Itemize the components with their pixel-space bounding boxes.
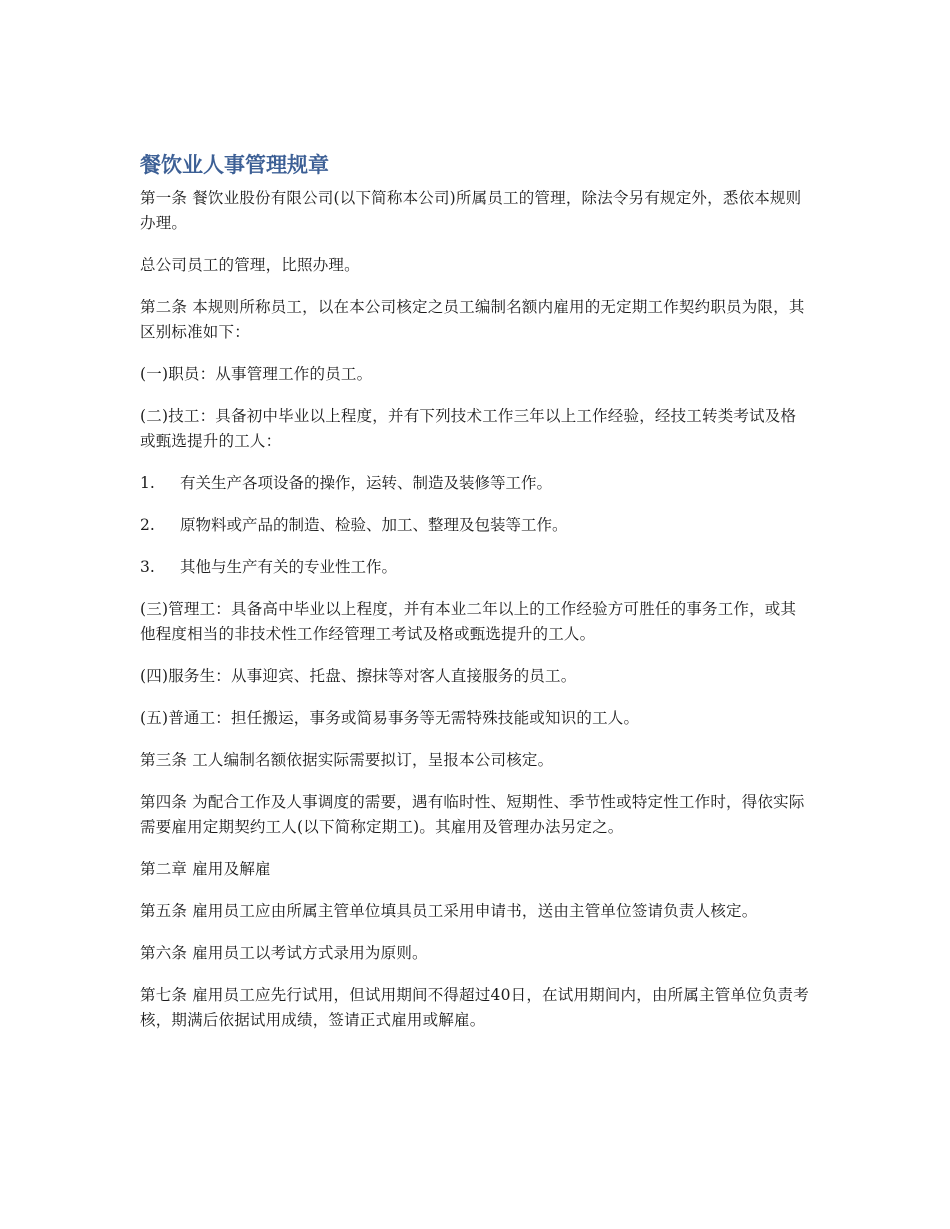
list-number: 1. xyxy=(140,474,155,492)
category-staff: (一)职员：从事管理工作的员工。 xyxy=(140,365,373,383)
article-1: 第一条 餐饮业股份有限公司(以下简称本公司)所属员工的管理，除法令另有规定外，悉依本规则办理。 xyxy=(140,189,802,232)
list-number: 2. xyxy=(140,516,155,534)
list-text: 有关生产各项设备的操作，运转、制造及装修等工作。 xyxy=(180,474,553,492)
list-item xyxy=(140,513,810,538)
category-technician: (二)技工：具备初中毕业以上程度，并有下列技术工作三年以上工作经验，经技工转类考试及格或甄选提升的工人： xyxy=(140,407,797,450)
category-waiter: (四)服务生：从事迎宾、托盘、擦抹等对客人直接服务的员工。 xyxy=(140,667,577,685)
article-2: 第二条 本规则所称员工，以在本公司核定之员工编制名额内雇用的无定期工作契约职员为限，其区别标准如下： xyxy=(140,298,805,341)
chapter-2-heading: 第二章 雇用及解雇 xyxy=(140,860,271,878)
list-text: 原物料或产品的制造、检验、加工、整理及包装等工作。 xyxy=(180,516,568,534)
list-item xyxy=(140,471,810,496)
list-number: 3. xyxy=(140,558,155,576)
article-5: 第五条 雇用员工应由所属主管单位填具员工采用申请书，送由主管单位签请负责人核定。 xyxy=(140,902,758,920)
document-title: 餐饮业人事管理规章 xyxy=(140,153,329,177)
article-6: 第六条 雇用员工以考试方式录用为原则。 xyxy=(140,944,428,962)
category-management-worker: (三)管理工：具备高中毕业以上程度，并有本业二年以上的工作经验方可胜任的事务工作，或其他程度相当的非技术性工作经管理工考试及格或甄选提升的工人。 xyxy=(140,600,797,643)
list-item xyxy=(140,555,810,580)
article-1-note: 总公司员工的管理，比照办理。 xyxy=(140,256,360,274)
article-4: 第四条 为配合工作及人事调度的需要，遇有临时性、短期性、季节性或特定性工作时，得依实际需要雇用定期契约工人(以下简称定期工)。其雇用及管理办法另定之。 xyxy=(140,793,805,836)
list-text: 其他与生产有关的专业性工作。 xyxy=(180,558,398,576)
article-7: 第七条 雇用员工应先行试用，但试用期间不得超过40日，在试用期间内，由所属主管单位负责考核，期满后依据试用成绩，签请正式雇用或解雇。 xyxy=(140,986,809,1029)
document-page xyxy=(140,150,810,1050)
category-general-worker: (五)普通工：担任搬运，事务或简易事务等无需特殊技能或知识的工人。 xyxy=(140,709,640,727)
article-3: 第三条 工人编制名额依据实际需要拟订，呈报本公司核定。 xyxy=(140,751,554,769)
